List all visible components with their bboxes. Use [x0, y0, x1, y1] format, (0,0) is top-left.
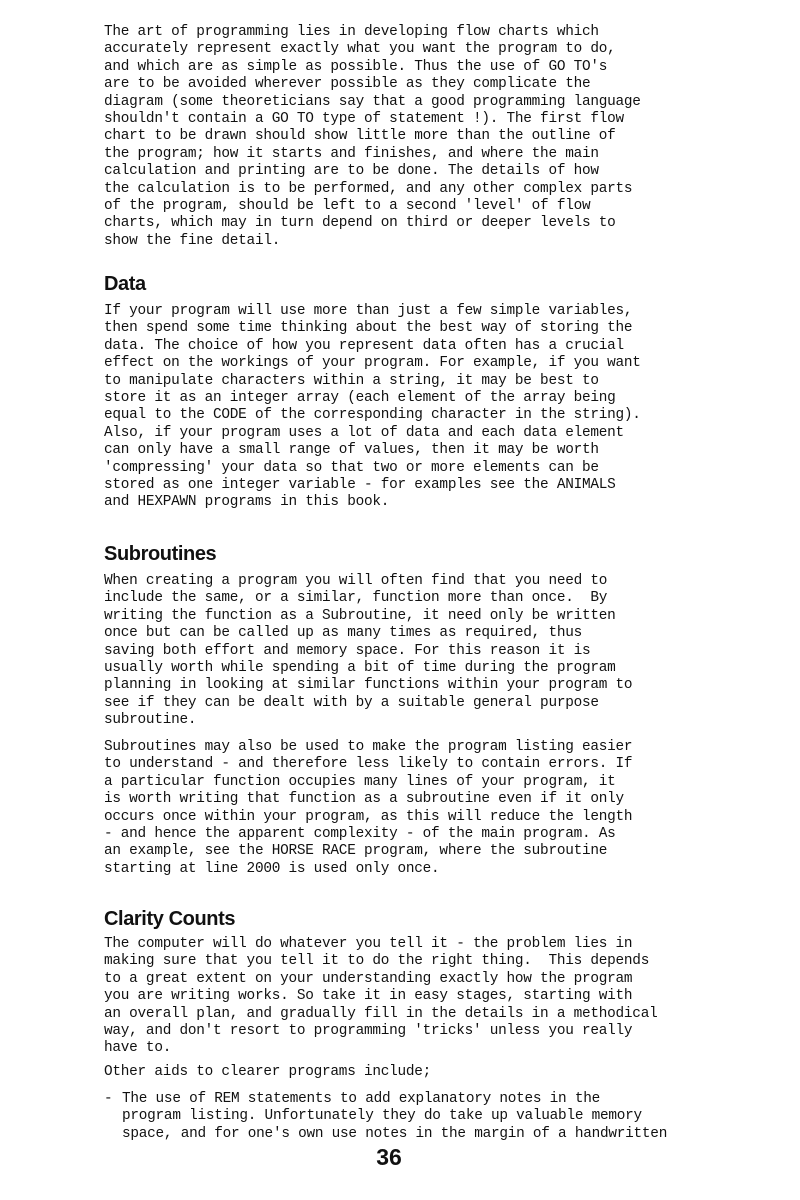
clarity-paragraph-1: The computer will do whatever you tell it - the problem lies in making sure that you tell it to do the right thing. This depends to a great extent on your understanding exactly how the program you are writing works. So take it in easy stages, starting with an overall plan, and gradually fill in the details in a methodical way, and don't resort to programming 'tricks' unless you really have to. [104, 936, 658, 1057]
heading-data: Data [104, 273, 146, 295]
list-bullet-dash: - [104, 1091, 113, 1107]
subroutines-paragraph-2: Subroutines may also be used to make the program listing easier to understand - and therefore less likely to contain errors. If a particular function occupies many lines of your program, it is worth writing that function as a subroutine even if it only occurs once within your program, as this will reduce the length - and hence the apparent complexity - of the main program. As an example, see the HORSE RACE program, where the subroutine starting at line 2000 is used only once. [104, 739, 633, 877]
list-item [104, 1091, 784, 1143]
subroutines-paragraph-1: When creating a program you will often find that you need to include the same, or a similar, function more than once. By writing the function as a Subroutine, it need only be written once but can be called up as many times as required, thus saving both effort and memory space. For this reason it is usually worth while spending a bit of time during the program planning in looking at similar functions within your program to see if they can be dealt with by a suitable general purpose subroutine. [104, 573, 633, 729]
list-item-text: The use of REM statements to add explanatory notes in the program listing. Unfortunately they do take up valuable memory space, and for one's own use notes in the margin of a handwritten [122, 1091, 668, 1142]
intro-paragraph: The art of programming lies in developing flow charts which accurately represent exactly what you want the program to do, and which are as simple as possible. Thus the use of GO TO's are to be avoided wherever possible as they complicate the diagram (some theoreticians say that a good programming language shouldn't contain a GO TO type of statement !). The first flow chart to be drawn should show little more than the outline of the program; how it starts and finishes, and where the main calculation and printing are to be done. The details of how the calculation is to be performed, and any other complex parts of the program, should be left to a second 'level' of flow charts, which may in turn depend on third or deeper levels to show the fine detail. [104, 24, 641, 249]
heading-subroutines: Subroutines [104, 543, 217, 565]
clarity-paragraph-2: Other aids to clearer programs include; [104, 1064, 432, 1080]
data-paragraph: If your program will use more than just a few simple variables, then spend some time thinking about the best way of storing the data. The choice of how you represent data often has a crucial effect on the workings of your program. For example, if you want to manipulate characters within a string, it may be best to store it as an integer array (each element of the array being equal to the CODE of the corresponding character in the string). Also, if your program uses a lot of data and each data element can only have a small range of values, then it may be worth 'compressing' your data so that two or more elements can be stored as one integer variable - for examples see the ANIMALS and HEXPAWN programs in this book. [104, 303, 641, 511]
heading-clarity-counts: Clarity Counts [104, 908, 236, 930]
page-number: 36 [376, 1144, 402, 1170]
